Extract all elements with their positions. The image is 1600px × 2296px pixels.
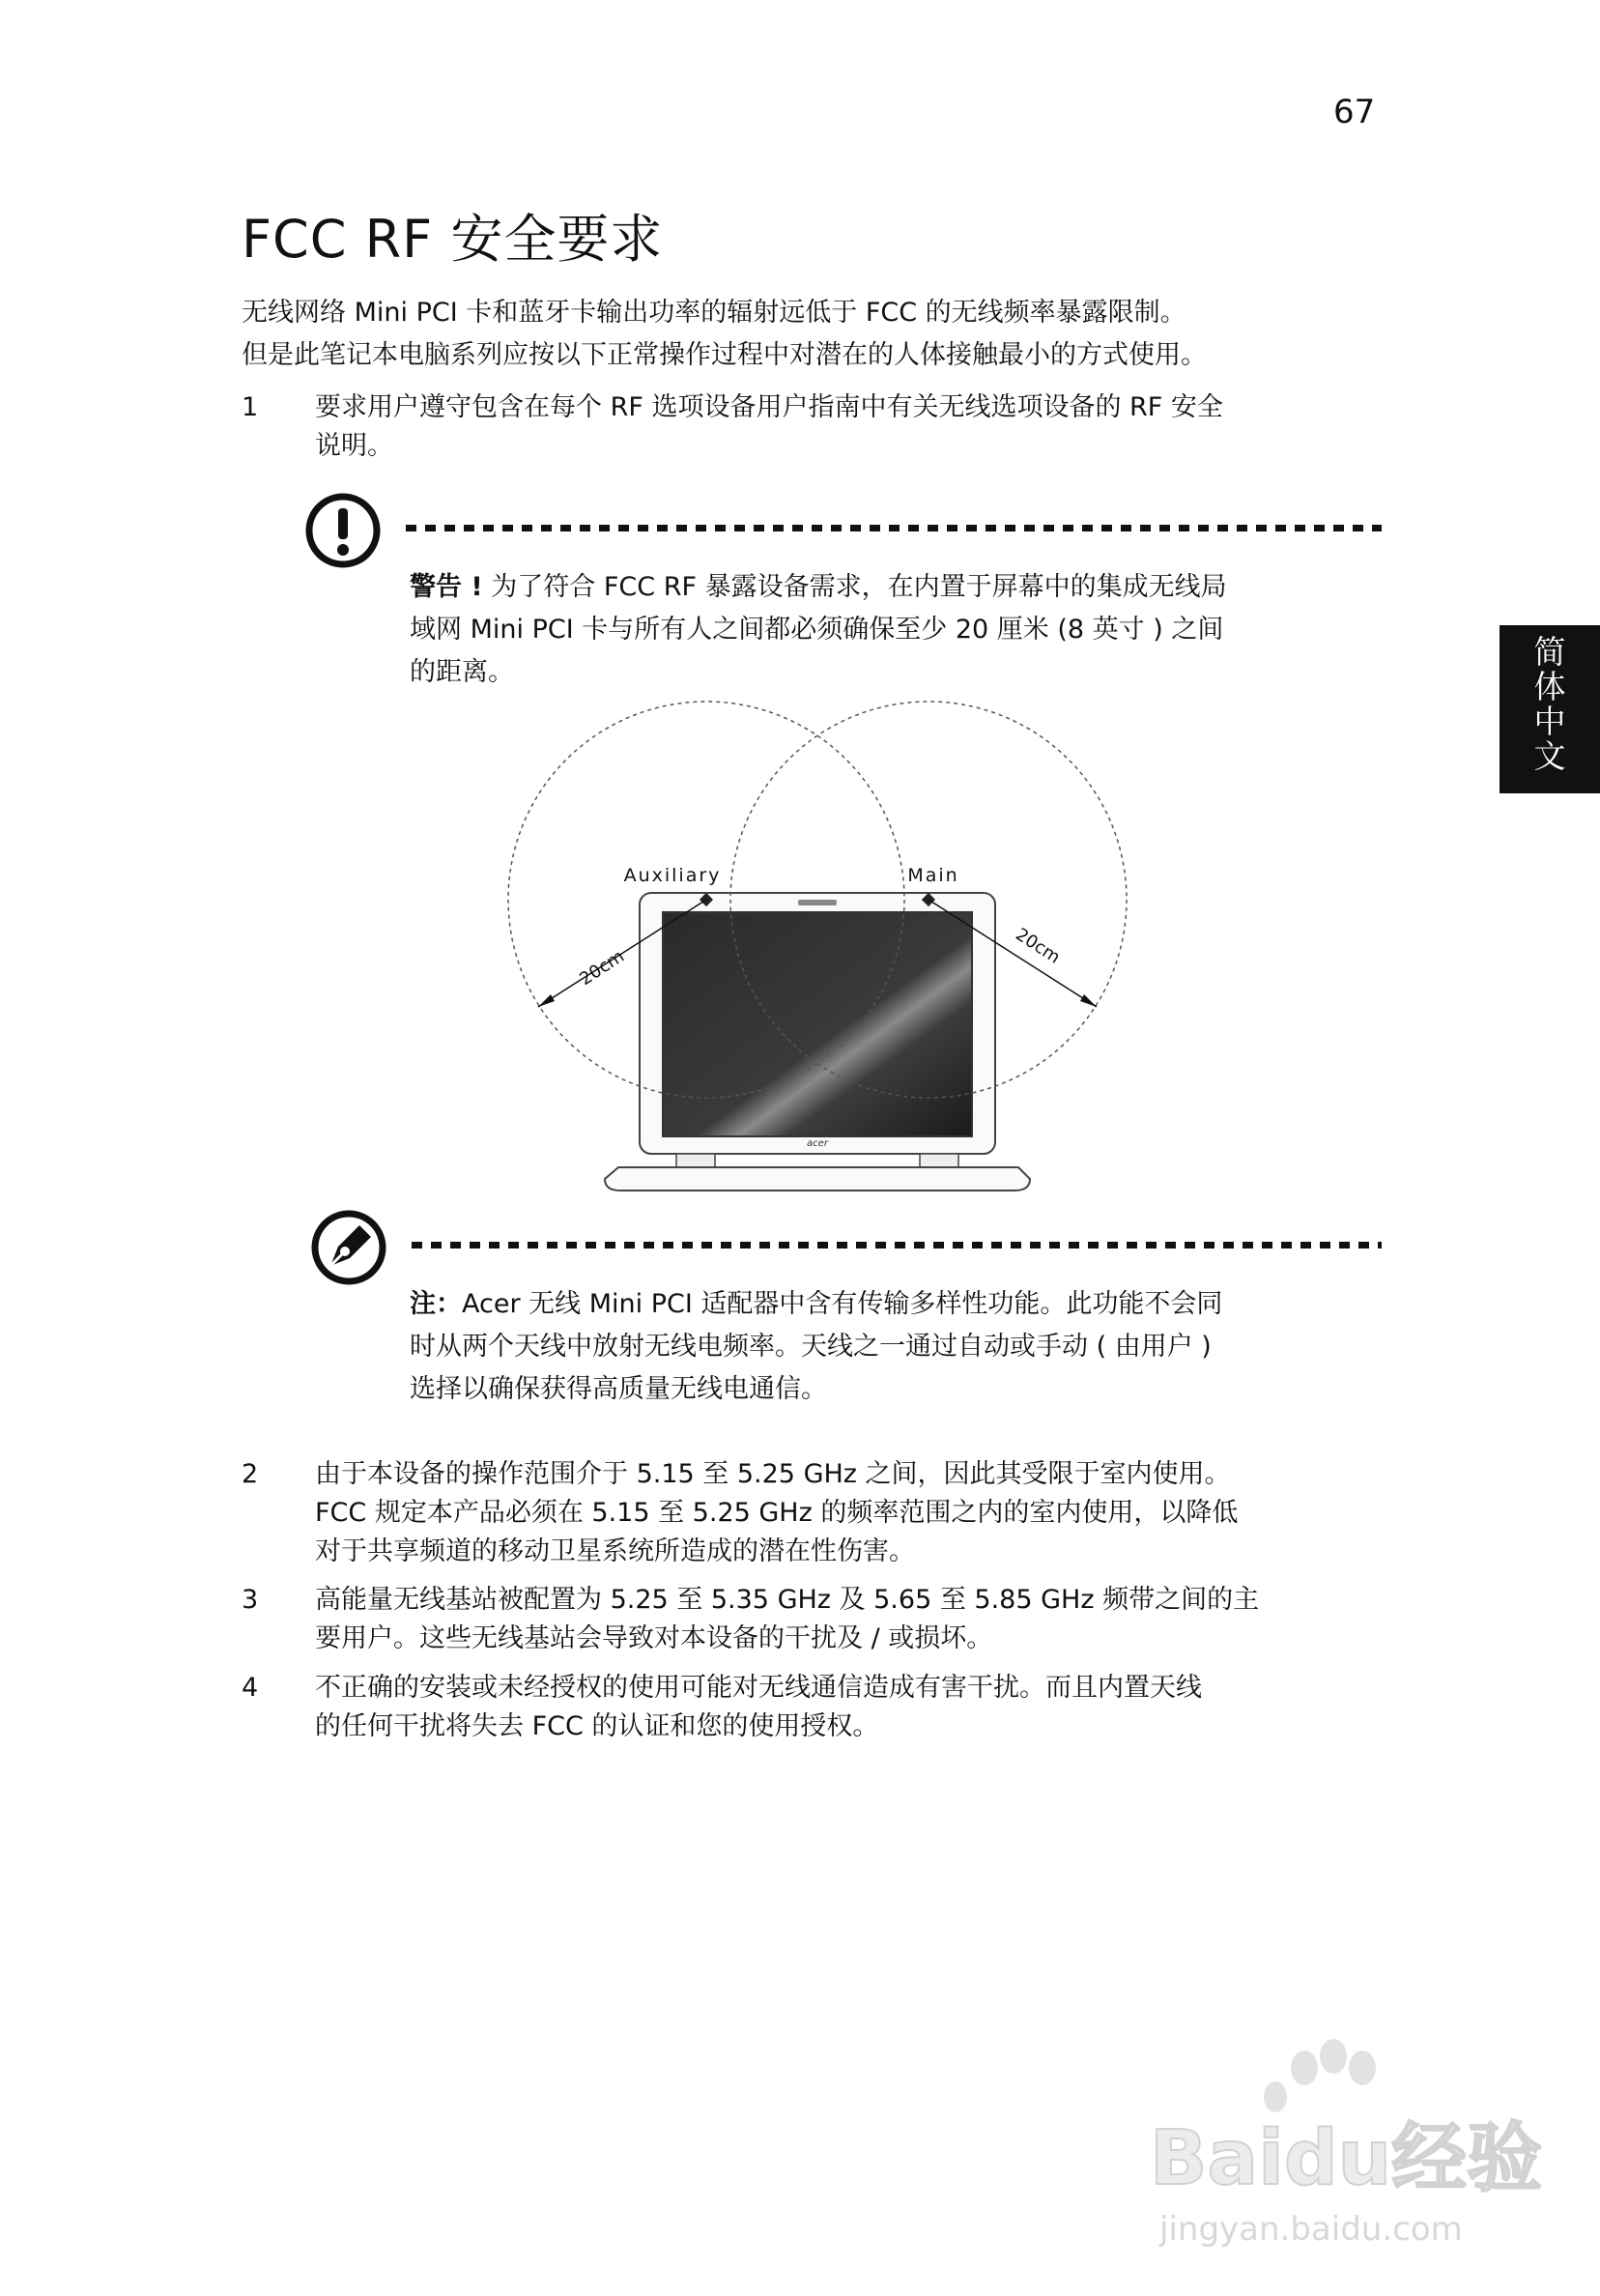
- warning-text: 为了符合 FCC RF 暴露设备需求，在内置于屏幕中的集成无线局: [482, 572, 1227, 602]
- language-tab-char: 中: [1533, 703, 1566, 740]
- warning-label: 警告 !: [410, 572, 483, 602]
- note-line: [410, 1283, 1376, 1326]
- list-item-line: 要用户。这些无线基站会导致对本设备的干扰及 / 或损坏。: [315, 1623, 993, 1653]
- page-title: FCC RF 安全要求: [242, 209, 664, 270]
- warning-line: [410, 566, 1376, 609]
- list-item-line: 说明。: [315, 431, 393, 461]
- auxiliary-distance-label: 20cm: [576, 946, 628, 990]
- language-tab-char: 体: [1533, 668, 1566, 705]
- warning-callout: [410, 566, 1376, 694]
- laptop-speaker-slot: [798, 900, 837, 905]
- watermark-url: jingyan.baidu.com: [1159, 2210, 1463, 2249]
- list-item-line: FCC 规定本产品必须在 5.15 至 5.25 GHz 的频率范围之内的室内使用，以降低: [315, 1498, 1239, 1528]
- note-text: Acer 无线 Mini PCI 适配器中含有传输多样性功能。此功能不会同: [462, 1289, 1223, 1319]
- list-item-text: [315, 388, 1378, 466]
- list-item-text: [315, 1581, 1378, 1658]
- list-item-line: 由于本设备的操作范围介于 5.15 至 5.25 GHz 之间，因此其受限于室内使用。: [315, 1459, 1231, 1489]
- note-callout: [410, 1283, 1376, 1411]
- page-number: 67: [1333, 93, 1376, 131]
- intro-paragraph: [242, 292, 1382, 377]
- language-tab: [1500, 625, 1600, 793]
- intro-line: 但是此笔记本电脑系列应按以下正常操作过程中对潜在的人体接触最小的方式使用。: [242, 340, 1207, 370]
- laptop-base: [605, 1167, 1030, 1191]
- list-item-line: 高能量无线基站被配置为 5.25 至 5.35 GHz 及 5.65 至 5.85 GHz 频带之间的主: [315, 1585, 1260, 1615]
- antenna-distance-diagram: [493, 696, 1150, 1198]
- main-distance-label: 20cm: [1012, 924, 1064, 968]
- list-item-number: 2: [242, 1459, 259, 1489]
- auxiliary-label: Auxiliary: [623, 865, 722, 886]
- list-item-line: 要求用户遵守包含在每个 RF 选项设备用户指南中有关无线选项设备的 RF 安全: [315, 392, 1223, 422]
- callout-divider: [412, 1242, 1382, 1248]
- intro-line: 无线网络 Mini PCI 卡和蓝牙卡输出功率的辐射远低于 FCC 的无线频率暴露限制。: [242, 298, 1186, 328]
- list-item-line: 对于共享频道的移动卫星系统所造成的潜在性伤害。: [315, 1536, 915, 1566]
- warning-line: 域网 Mini PCI 卡与所有人之间都必须确保至少 20 厘米 (8 英寸 ) 之间: [410, 615, 1224, 645]
- note-line: 选择以确保获得高质量无线电通信。: [410, 1374, 827, 1404]
- list-item-number: 1: [242, 392, 259, 422]
- list-item-text: [315, 1669, 1378, 1746]
- list-item-line: 的任何干扰将失去 FCC 的认证和您的使用授权。: [315, 1711, 879, 1741]
- callout-divider: [406, 525, 1382, 531]
- warning-line: 的距离。: [410, 657, 514, 687]
- baidu-watermark: [1130, 2029, 1556, 2261]
- list-item-number: 3: [242, 1585, 259, 1615]
- language-tab-char: 简: [1533, 633, 1566, 671]
- list-item-number: 4: [242, 1673, 259, 1703]
- note-line: 时从两个天线中放射无线电频率。天线之一通过自动或手动 ( 由用户 ): [410, 1332, 1212, 1362]
- watermark-brand: Baidu经验: [1150, 2115, 1543, 2202]
- laptop-screen: [663, 912, 972, 1136]
- list-item-line: 不正确的安装或未经授权的使用可能对无线通信造成有害干扰。而且内置天线: [315, 1673, 1202, 1703]
- note-label: 注：: [410, 1289, 462, 1319]
- note-pen-icon: [309, 1208, 388, 1287]
- warning-exclamation-icon: [303, 491, 383, 570]
- laptop-logo: acer: [807, 1138, 828, 1149]
- list-item-text: [315, 1455, 1378, 1571]
- paw-icon: [1264, 2039, 1376, 2112]
- language-tab-char: 文: [1533, 737, 1566, 775]
- main-label: Main: [907, 865, 959, 886]
